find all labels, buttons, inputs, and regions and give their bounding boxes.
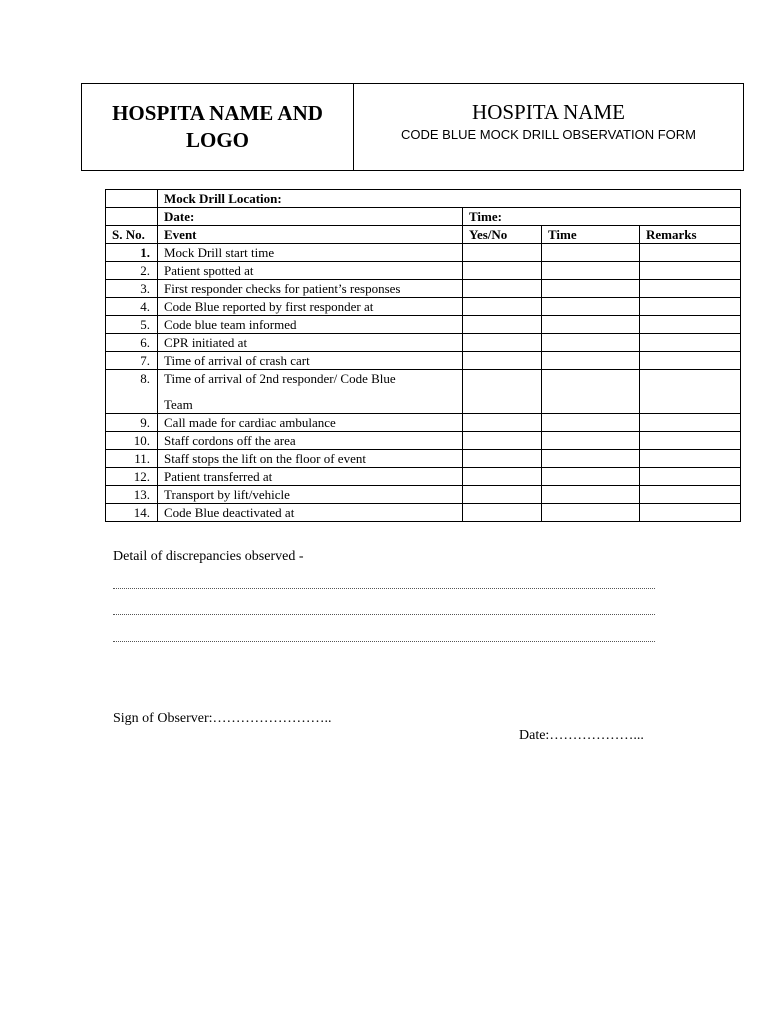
form-header — [81, 83, 744, 171]
row-sno: 12. — [106, 468, 158, 486]
row-sno: 9. — [106, 414, 158, 432]
row-event: Patient transferred at — [158, 468, 463, 486]
row-time-cell[interactable] — [542, 414, 640, 432]
row-time-cell[interactable] — [542, 370, 640, 414]
column-header-yesno: Yes/No — [463, 226, 542, 244]
row-remarks-cell[interactable] — [640, 298, 741, 316]
row-time-cell[interactable] — [542, 298, 640, 316]
discrepancy-line-3[interactable] — [113, 641, 655, 642]
date-time-row — [106, 208, 741, 226]
discrepancy-line-2[interactable] — [113, 614, 655, 615]
row-time-cell[interactable] — [542, 432, 640, 450]
location-sno-cell — [106, 190, 158, 208]
row-event: Time of arrival of crash cart — [158, 352, 463, 370]
row-time-cell[interactable] — [542, 262, 640, 280]
row-remarks-cell[interactable] — [640, 468, 741, 486]
row-remarks-cell[interactable] — [640, 432, 741, 450]
row-event-line: Team — [164, 397, 193, 412]
table-row — [106, 262, 741, 280]
row-event: Code Blue deactivated at — [158, 504, 463, 522]
row-time-cell[interactable] — [542, 468, 640, 486]
date-sno-cell — [106, 208, 158, 226]
row-time-cell[interactable] — [542, 316, 640, 334]
row-yesno-cell[interactable] — [463, 298, 542, 316]
row-remarks-cell[interactable] — [640, 504, 741, 522]
row-yesno-cell[interactable] — [463, 432, 542, 450]
row-remarks-cell[interactable] — [640, 352, 741, 370]
row-event: CPR initiated at — [158, 334, 463, 352]
row-remarks-cell[interactable] — [640, 450, 741, 468]
row-sno: 10. — [106, 432, 158, 450]
date-field[interactable]: Date: — [158, 208, 463, 226]
table-row — [106, 370, 741, 414]
hospital-name: HOSPITA NAME — [472, 100, 625, 124]
table-row — [106, 244, 741, 262]
row-yesno-cell[interactable] — [463, 450, 542, 468]
row-sno: 1. — [106, 244, 158, 262]
row-remarks-cell[interactable] — [640, 280, 741, 298]
table-row — [106, 468, 741, 486]
table-row — [106, 414, 741, 432]
column-header-sno: S. No. — [106, 226, 158, 244]
row-sno: 6. — [106, 334, 158, 352]
row-time-cell[interactable] — [542, 334, 640, 352]
row-remarks-cell[interactable] — [640, 486, 741, 504]
table-row — [106, 316, 741, 334]
row-event: Mock Drill start time — [158, 244, 463, 262]
row-yesno-cell[interactable] — [463, 280, 542, 298]
table-row — [106, 450, 741, 468]
signature-date-field[interactable]: Date:………………... — [519, 728, 644, 743]
table-row — [106, 298, 741, 316]
row-sno: 4. — [106, 298, 158, 316]
column-header-time: Time — [542, 226, 640, 244]
row-event: Transport by lift/vehicle — [158, 486, 463, 504]
row-event: Patient spotted at — [158, 262, 463, 280]
form-title: CODE BLUE MOCK DRILL OBSERVATION FORM — [401, 127, 696, 142]
row-sno: 7. — [106, 352, 158, 370]
table-row — [106, 352, 741, 370]
row-remarks-cell[interactable] — [640, 262, 741, 280]
header-title-block — [354, 84, 743, 170]
mock-drill-location-field[interactable]: Mock Drill Location: — [158, 190, 741, 208]
row-time-cell[interactable] — [542, 352, 640, 370]
row-yesno-cell[interactable] — [463, 414, 542, 432]
discrepancies-label: Detail of discrepancies observed - — [113, 549, 304, 564]
row-event: Call made for cardiac ambulance — [158, 414, 463, 432]
row-time-cell[interactable] — [542, 244, 640, 262]
row-remarks-cell[interactable] — [640, 414, 741, 432]
observer-signature-field[interactable]: Sign of Observer:…………………….. — [113, 711, 332, 726]
discrepancy-line-1[interactable] — [113, 588, 655, 589]
column-header-event: Event — [158, 226, 463, 244]
row-event: Staff stops the lift on the floor of event — [158, 450, 463, 468]
row-sno: 8. — [106, 370, 158, 414]
row-time-cell[interactable] — [542, 486, 640, 504]
row-event-line: Time of arrival of 2nd responder/ Code Blue — [164, 371, 396, 386]
row-time-cell[interactable] — [542, 450, 640, 468]
row-sno: 14. — [106, 504, 158, 522]
row-remarks-cell[interactable] — [640, 334, 741, 352]
row-yesno-cell[interactable] — [463, 504, 542, 522]
time-field[interactable]: Time: — [463, 208, 741, 226]
row-event: Code blue team informed — [158, 316, 463, 334]
row-remarks-cell[interactable] — [640, 244, 741, 262]
table-row — [106, 432, 741, 450]
location-row — [106, 190, 741, 208]
column-header-remarks: Remarks — [640, 226, 741, 244]
row-sno: 11. — [106, 450, 158, 468]
row-event: Staff cordons off the area — [158, 432, 463, 450]
row-event — [158, 370, 463, 414]
row-sno: 2. — [106, 262, 158, 280]
row-yesno-cell[interactable] — [463, 262, 542, 280]
row-yesno-cell[interactable] — [463, 334, 542, 352]
row-yesno-cell[interactable] — [463, 352, 542, 370]
row-time-cell[interactable] — [542, 280, 640, 298]
row-event: First responder checks for patient’s responses — [158, 280, 463, 298]
observation-table — [105, 189, 741, 522]
table-row — [106, 504, 741, 522]
row-yesno-cell[interactable] — [463, 486, 542, 504]
row-yesno-cell[interactable] — [463, 316, 542, 334]
row-yesno-cell[interactable] — [463, 244, 542, 262]
row-sno: 3. — [106, 280, 158, 298]
hospital-name-and-logo: HOSPITA NAME AND LOGO — [82, 84, 354, 170]
row-yesno-cell[interactable] — [463, 468, 542, 486]
row-event: Code Blue reported by first responder at — [158, 298, 463, 316]
table-row — [106, 280, 741, 298]
row-sno: 13. — [106, 486, 158, 504]
row-remarks-cell[interactable] — [640, 370, 741, 414]
table-row — [106, 334, 741, 352]
row-yesno-cell[interactable] — [463, 370, 542, 414]
row-sno: 5. — [106, 316, 158, 334]
row-time-cell[interactable] — [542, 504, 640, 522]
row-remarks-cell[interactable] — [640, 316, 741, 334]
table-row — [106, 486, 741, 504]
column-header-row — [106, 226, 741, 244]
